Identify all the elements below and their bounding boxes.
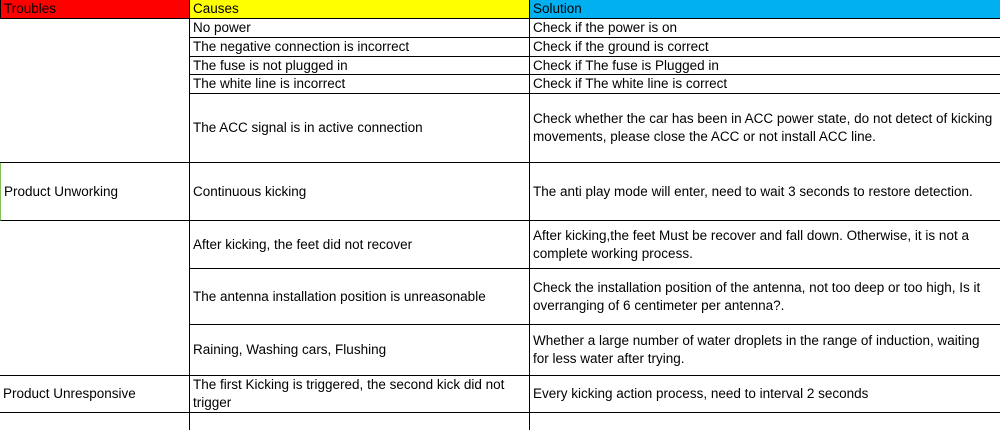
cause-cell: Continuous kicking [189, 163, 529, 221]
cause-cell: The fuse is not plugged in [189, 57, 529, 75]
solution-cell: Check whether the car has been in ACC power state, do not detect of kicking movements, please close the ACC or not install ACC line. [529, 94, 1000, 163]
cause-cell: After kicking, the feet did not recover [189, 221, 529, 269]
solution-cell: After kicking,the feet Must be recover and fall down. Otherwise, it is not a complete working process. [529, 221, 1000, 269]
cause-cell: The white line is incorrect [189, 75, 529, 94]
solution-cell: Whether a large number of water droplets in the range of induction, waiting for less water after trying. [529, 325, 1000, 376]
cause-cell: The first Kicking is triggered, the second kick did not trigger [189, 376, 529, 413]
troubles-product-unresponsive: Product Unresponsive [0, 376, 189, 413]
cause-cell: The antenna installation position is unreasonable [189, 269, 529, 325]
troubles-cell-blank-top [0, 19, 189, 163]
cause-cell: Raining, Washing cars, Flushing [189, 325, 529, 376]
solution-cell: The anti play mode will enter, need to wait 3 seconds to restore detection. [529, 163, 1000, 221]
empty-row-causes [189, 413, 529, 430]
cause-cell: The negative connection is incorrect [189, 38, 529, 57]
empty-row-troubles [0, 413, 189, 430]
troubles-product-unworking: Product Unworking [0, 163, 189, 221]
solution-cell: Check if the power is on [529, 19, 1000, 38]
solution-cell: Check if the ground is correct [529, 38, 1000, 57]
troubles-cell-blank-middle [0, 221, 189, 376]
empty-row-solution [529, 413, 1000, 430]
cause-cell: The ACC signal is in active connection [189, 94, 529, 163]
solution-cell: Check the installation position of the antenna, not too deep or too high, Is it overranging of 6 centimeter per antenna?. [529, 269, 1000, 325]
solution-cell: Check if The fuse is Plugged in [529, 57, 1000, 75]
header-troubles: Troubles [0, 0, 189, 19]
solution-cell: Every kicking action process, need to interval 2 seconds [529, 376, 1000, 413]
solution-cell: Check if The white line is correct [529, 75, 1000, 94]
header-solution: Solution [529, 0, 1000, 19]
header-causes: Causes [189, 0, 529, 19]
cause-cell: No power [189, 19, 529, 38]
